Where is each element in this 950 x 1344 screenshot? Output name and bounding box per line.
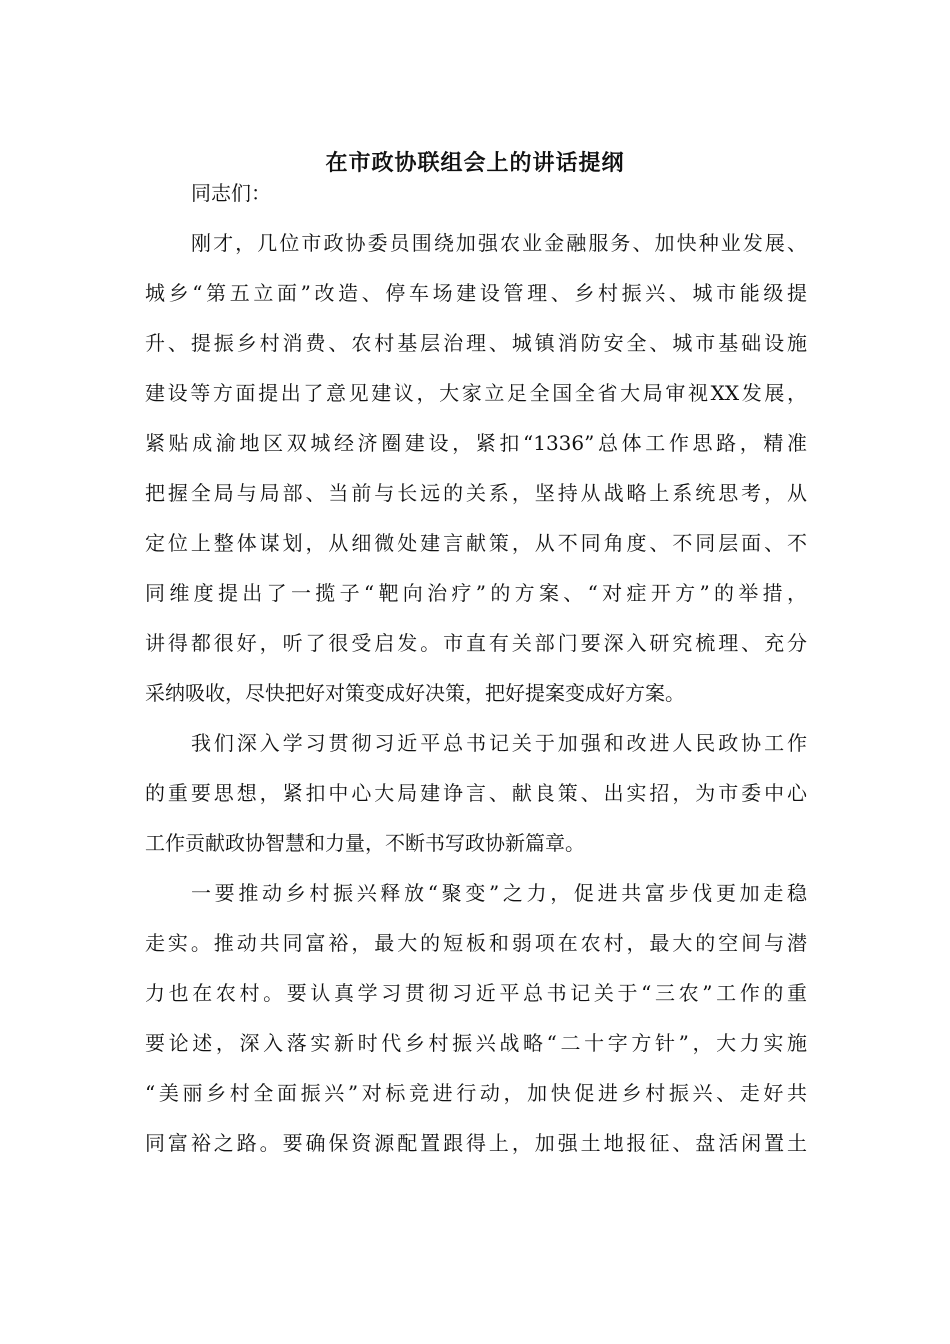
text-line: 紧贴成渝地区双城经济圈建设，紧扣“1336”总体工作思路，精准 (145, 431, 807, 455)
text-line: 同富裕之路。要确保资源配置跟得上，加强土地报征、盘活闲置土 (145, 1131, 807, 1155)
text-line: 刚才，几位市政协委员围绕加强农业金融服务、加快种业发展、 (191, 231, 807, 255)
text-line: 升、提振乡村消费、农村基层治理、城镇消防安全、城市基础设施 (145, 331, 807, 355)
text-line: 我们深入学习贯彻习近平总书记关于加强和改进人民政协工作 (191, 731, 807, 755)
text-line: 城乡“第五立面”改造、停车场建设管理、乡村振兴、城市能级提 (145, 281, 807, 305)
text-line: 采纳吸收，尽快把好对策变成好决策，把好提案变成好方案。 (145, 681, 685, 705)
paragraph (145, 868, 807, 1168)
text-line: 一要推动乡村振兴释放“聚变”之力，促进共富步伐更加走稳 (191, 881, 807, 905)
text-line: 建设等方面提出了意见建议，大家立足全国全省大局审视XX发展， (145, 381, 807, 405)
text-line: “美丽乡村全面振兴”对标竞进行动，加快促进乡村振兴、走好共 (145, 1081, 807, 1105)
salutation: 同志们： (191, 181, 271, 205)
text-line: 定位上整体谋划，从细微处建言献策，从不同角度、不同层面、不 (145, 531, 807, 555)
text-line: 工作贡献政协智慧和力量，不断书写政协新篇章。 (145, 831, 585, 855)
paragraph (145, 718, 807, 868)
text-line: 走实。推动共同富裕，最大的短板和弱项在农村，最大的空间与潜 (145, 931, 807, 955)
text-line: 讲得都很好，听了很受启发。市直有关部门要深入研究梳理、充分 (145, 631, 807, 655)
document-body (145, 168, 807, 1168)
text-line: 力也在农村。要认真学习贯彻习近平总书记关于“三农”工作的重 (145, 981, 807, 1005)
text-line: 要论述，深入落实新时代乡村振兴战略“二十字方针”，大力实施 (145, 1031, 807, 1055)
text-line: 的重要思想，紧扣中心大局建诤言、献良策、出实招，为市委中心 (145, 781, 807, 805)
page-title: 在市政协联组会上的讲话提纲 (325, 150, 625, 176)
paragraph (145, 218, 807, 718)
text-line: 同维度提出了一揽子“靶向治疗”的方案、“对症开方”的举措， (145, 581, 807, 605)
text-line: 把握全局与局部、当前与长远的关系，坚持从战略上系统思考，从 (145, 481, 807, 505)
